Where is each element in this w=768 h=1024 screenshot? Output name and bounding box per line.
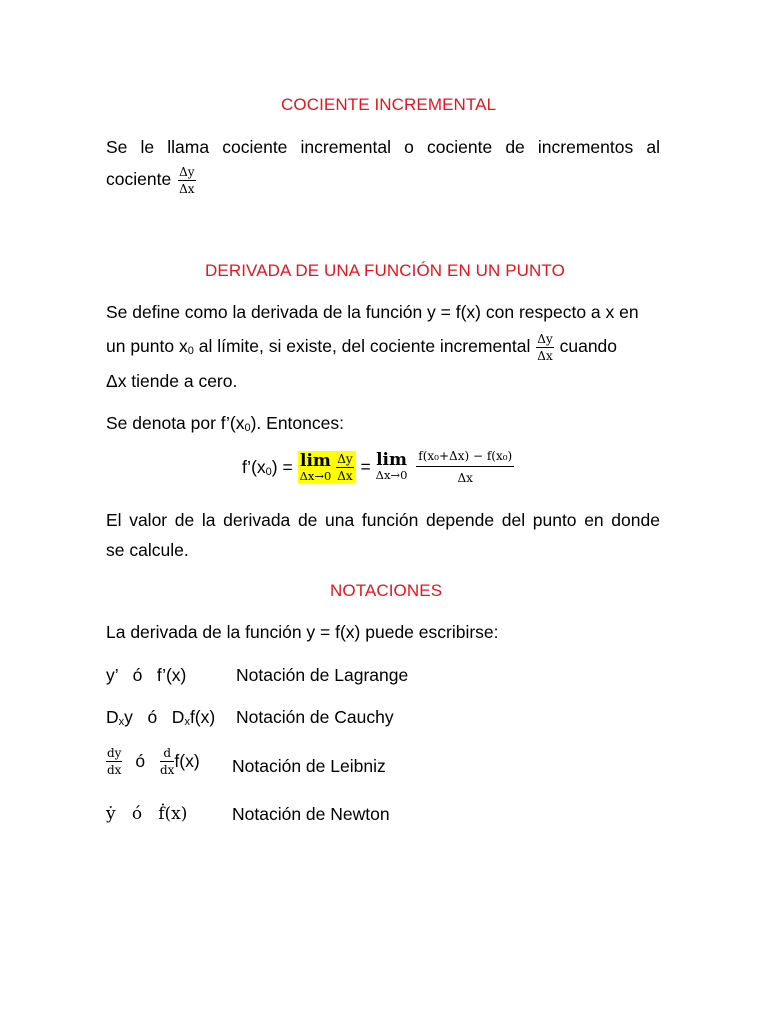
- notation-cauchy-name: Notación de Cauchy: [236, 707, 394, 727]
- notation-leibniz-symbol: [106, 747, 200, 776]
- derivative-formula: [242, 450, 514, 484]
- word: cociente: [427, 137, 493, 157]
- notation-lagrange-name: Notación de Lagrange: [236, 665, 409, 685]
- word: Se: [106, 137, 128, 157]
- word: en: [584, 510, 604, 530]
- paragraph-denotation: [106, 413, 344, 434]
- word: de: [297, 510, 318, 530]
- d-over-dx-fraction: $\frac{d}{dx}$: [159, 746, 175, 777]
- word: depende: [425, 510, 495, 530]
- paragraph-cociente-line1: [106, 137, 660, 158]
- paragraph-notations-intro: La derivada de la función y = f(x) puede escribirse:: [106, 622, 499, 642]
- delta-y-over-delta-x-fraction: [178, 166, 195, 195]
- word: cociente: [222, 137, 288, 157]
- notation-leibniz-name: Notación de Leibniz: [232, 756, 386, 776]
- word: le: [140, 137, 155, 157]
- word: función: [361, 510, 419, 530]
- text-segment: al límite, si existe, del cociente incremental: [193, 336, 531, 357]
- dy-over-dx-fraction: $\frac{dy}{dx}$: [107, 746, 122, 777]
- difference-quotient-fraction: $\frac{\text{f(x₀+Δx) − f(x₀)}}{\Delta x}$: [418, 449, 513, 485]
- text-segment: un punto x: [106, 336, 188, 357]
- highlighted-limit-expression: [298, 451, 356, 484]
- notation-lagrange-symbol: y’ ó f’(x): [106, 665, 187, 685]
- heading-notaciones: NOTACIONES: [330, 581, 443, 600]
- delta-y-over-delta-x-fraction: [536, 333, 553, 362]
- word: derivada: [223, 510, 291, 530]
- text-segment: Se denota por f’(x: [106, 413, 245, 433]
- word: o: [404, 137, 414, 157]
- fraction-numerator: Δy: [179, 165, 195, 179]
- word: valor: [129, 510, 168, 530]
- cociente-word: cociente: [106, 169, 172, 190]
- fraction-denominator: Δx: [537, 349, 553, 363]
- word: una: [325, 510, 355, 530]
- equals-sign: =: [360, 456, 371, 477]
- fraction-numerator: Δy: [537, 332, 553, 346]
- subscript-zero: 0: [187, 345, 194, 358]
- delta-y-over-delta-x-fraction: $\frac{\Delta y}{\Delta x}$: [337, 452, 353, 483]
- word: incremental: [300, 137, 392, 157]
- word: El: [106, 510, 122, 530]
- word: de: [174, 510, 195, 530]
- paragraph-definition-line2: [106, 333, 617, 362]
- text-segment: f(x): [174, 751, 200, 771]
- paragraph-value-line1: [106, 510, 660, 531]
- paragraph-value-line2: se calcule.: [106, 540, 189, 560]
- fraction-denominator: Δx: [179, 182, 195, 196]
- heading-derivada-en-un-punto: DERIVADA DE UNA FUNCIÓN EN UN PUNTO: [205, 261, 565, 280]
- text-segment: ). Entonces:: [250, 413, 344, 433]
- word: incrementos: [537, 137, 634, 157]
- limit-operator: lim Δx→0: [299, 450, 332, 483]
- text-segment: ó: [135, 751, 146, 771]
- paragraph-cociente-line2: [106, 166, 196, 195]
- word: la: [201, 510, 216, 530]
- notation-cauchy-symbol: $D_xy$ ó $D_xf(x)$: [106, 707, 216, 728]
- word: de: [505, 137, 525, 157]
- heading-cociente-incremental: COCIENTE INCREMENTAL: [281, 95, 497, 114]
- word: donde: [611, 510, 660, 530]
- notation-newton-symbol: ẏ ó ḟ(x): [106, 804, 188, 824]
- text-segment: cuando: [559, 336, 618, 357]
- paragraph-definition-line1: Se define como la derivada de la función y = f(x) con respecto a x en: [106, 302, 639, 322]
- paragraph-definition-line3: Δx tiende a cero.: [106, 371, 238, 391]
- subscript-zero: 0: [244, 422, 251, 434]
- notation-newton-name: Notación de Newton: [232, 804, 390, 824]
- limit-operator-2: lim Δx→0: [375, 450, 408, 483]
- word: del: [501, 510, 526, 530]
- word: llama: [167, 137, 210, 157]
- word: punto: [532, 510, 577, 530]
- word: al: [646, 137, 660, 157]
- formula-lhs: $f’(x_0)$ =: [242, 456, 293, 478]
